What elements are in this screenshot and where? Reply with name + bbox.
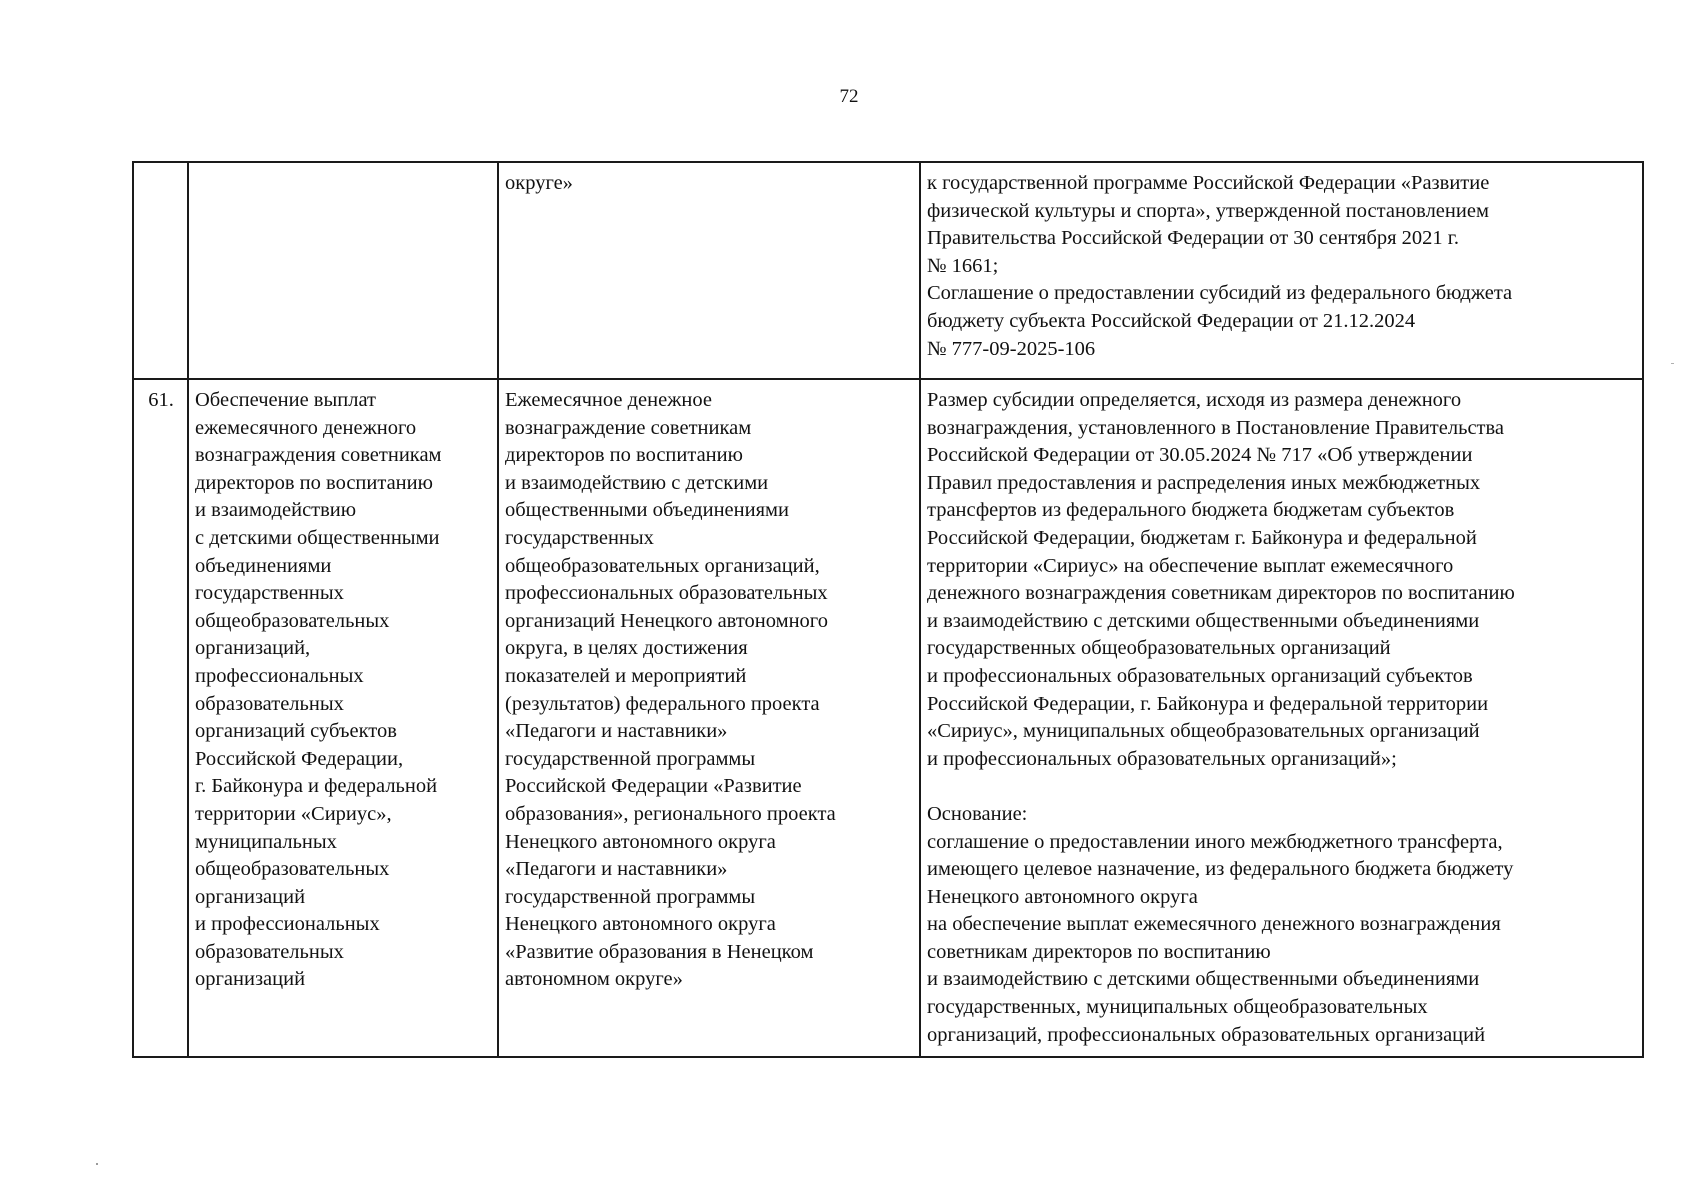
table-row-61 (133, 379, 1643, 1057)
legal-basis-cell: Размер субсидии определяется, исходя из размера денежного вознаграждения, установленного в Постановление Правительства Российской Федерации от 30.05.2024 № 717 «Об утверждении Правил предоставления и распределения иных межбюджетных трансфертов из федерального бюджета бюджетам субъектов Российской Федерации, бюджетам г. Байконура и федеральной территории «Сириус» на обеспечение выплат ежемесячного денежного вознаграждения советникам директоров по воспитанию и взаимодействию с детскими общественными объединениями государственных общеобразовательных организаций и профессиональных образовательных организаций субъектов Российской Федерации, г. Байконура и федеральной территории «Сириус», муниципальных общеобразовательных организаций и профессиональных образовательных организаций»; Основание: соглашение о предоставлении иного межбюджетного трансферта, имеющего целевое назначение, из федерального бюджета бюджету Ненецкого автономного округа на обеспечение выплат ежемесячного денежного вознаграждения советникам директоров по воспитанию и взаимодействию с детскими общественными объединениями государственных, муниципальных общеобразовательных организаций, профессиональных образовательных организаций (920, 379, 1643, 1057)
measure-description-cell: Ежемесячное денежное вознаграждение советникам директоров по воспитанию и взаимодействию с детскими общественными объединениями государственных общеобразовательных организаций, профессиональных образовательных организаций Ненецкого автономного округа, в целях достижения показателей и мероприятий (результатов) федерального проекта «Педагоги и наставники» государственной программы Российской Федерации «Развитие образования», регионального проекта Ненецкого автономного округа «Педагоги и наставники» государственной программы Ненецкого автономного округа «Развитие образования в Ненецком автономном округе» (498, 379, 920, 1057)
scan-artifact-dot (96, 1163, 98, 1165)
legal-basis-cell: к государственной программе Российской Федерации «Развитие физической культуры и спорта», утвержденной постановлением Правительства Российской Федерации от 30 сентября 2021 г. № 1661; Соглашение о предоставлении субсидий из федерального бюджета бюджету субъекта Российской Федерации от 21.12.2024 № 777-09-2025-106 (920, 162, 1643, 379)
row-number-cell: 61. (133, 379, 188, 1057)
page-number: 72 (839, 86, 859, 107)
row-number-cell (133, 162, 188, 379)
measure-name-cell: Обеспечение выплат ежемесячного денежного вознаграждения советникам директоров по воспитанию и взаимодействию с детскими общественными объединениями государственных общеобразовательных организаций, профессиональных образовательных организаций субъектов Российской Федерации, г. Байконура и федеральной территории «Сириус», муниципальных общеобразовательных организаций и профессиональных образовательных организаций (188, 379, 498, 1057)
subsidies-table (132, 161, 1644, 1058)
table-row-continuation (133, 162, 1643, 379)
scan-artifact-mark (1671, 363, 1674, 364)
measure-name-cell (188, 162, 498, 379)
measure-description-cell: округе» (498, 162, 920, 379)
